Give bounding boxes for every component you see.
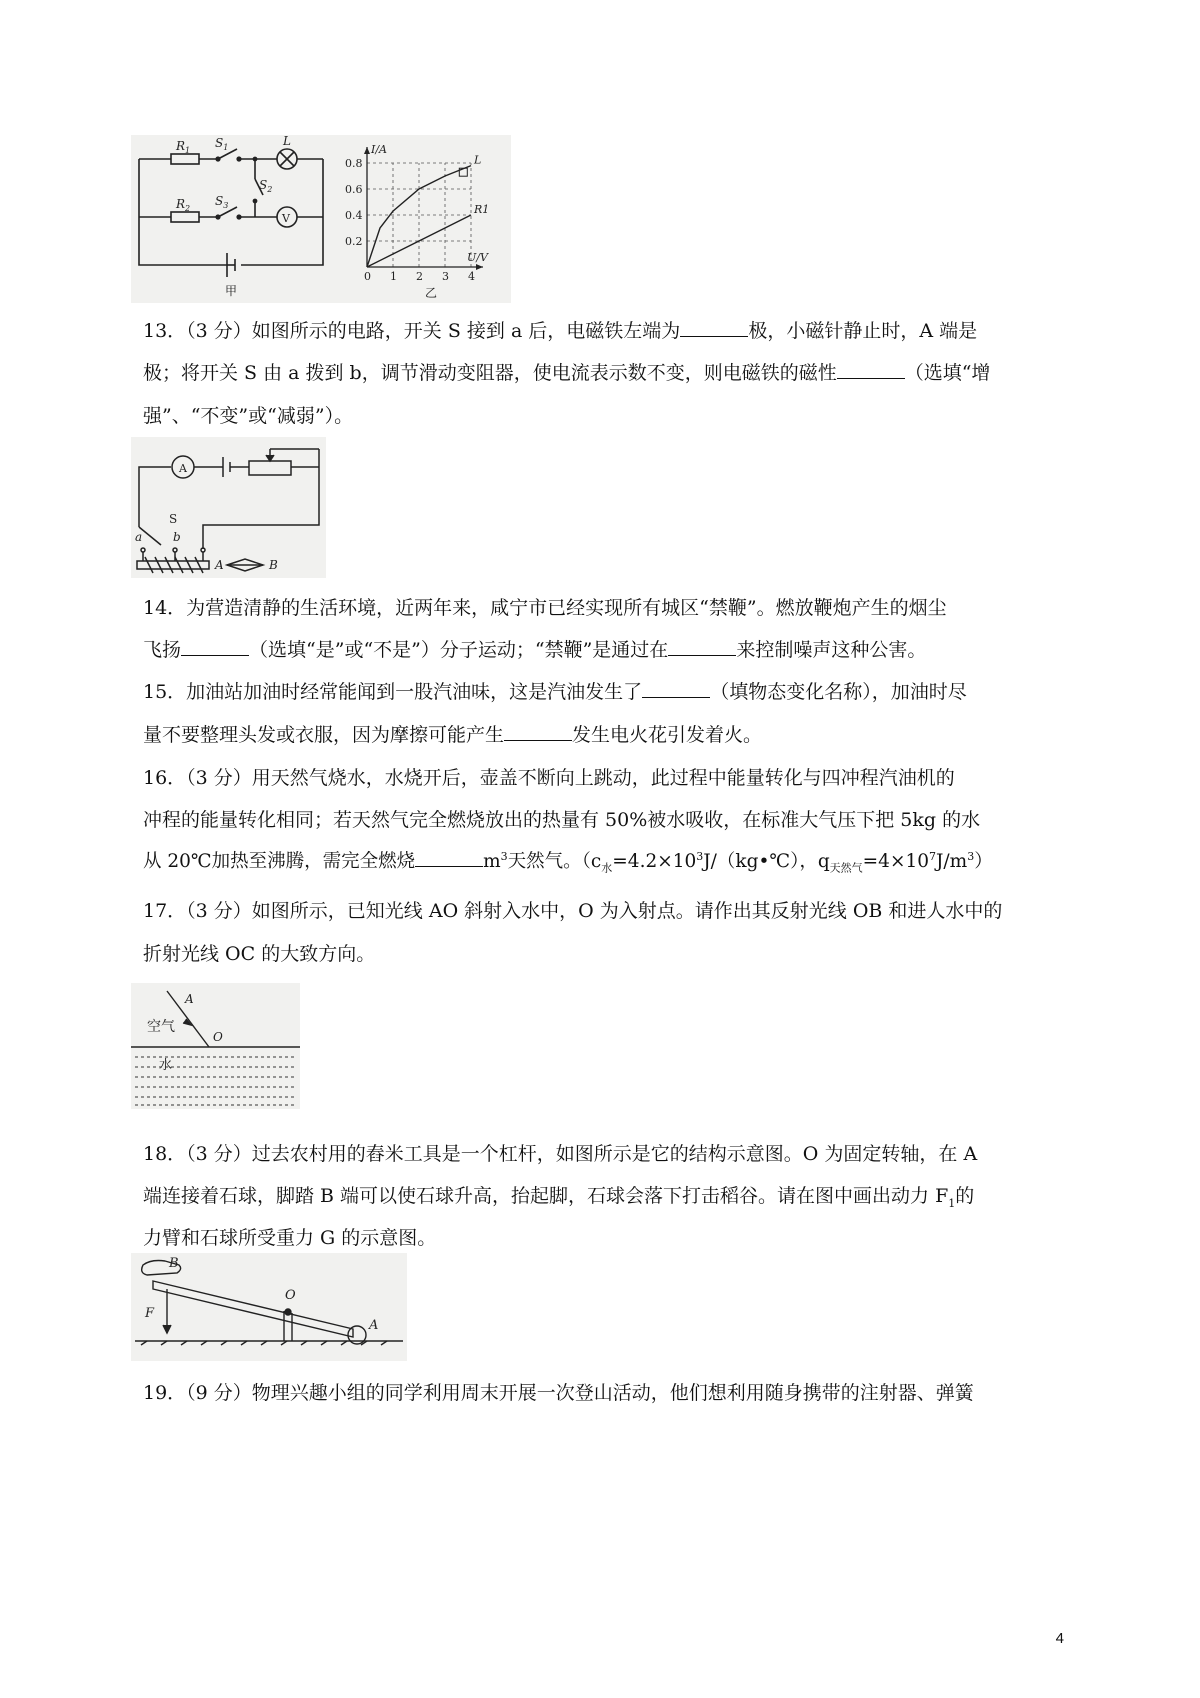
- answer-blank[interactable]: [504, 718, 572, 741]
- question-13-line-2: 极；将开关 S 由 a 拨到 b，调节滑动变阻器，使电流表示数不变，则电磁铁的磁性 （选填“增: [143, 354, 1063, 392]
- y-tick-label: 0.2: [345, 235, 363, 248]
- r1-label: $R_1$: [176, 139, 191, 155]
- contact-b-label: b: [173, 530, 181, 544]
- end-a-label: A: [215, 558, 224, 572]
- question-18-line-1: 18．（3 分）过去农村用的舂米工具是一个杠杆，如图所示是它的结构示意图。O 为固定转轴，在 A: [143, 1143, 978, 1165]
- s1-label: $S_1$: [215, 136, 229, 152]
- question-14-line-1: 14．为营造清静的生活环境，近两年来，咸宁市已经实现所有城区“禁鞭”。燃放鞭炮产生的烟尘: [143, 597, 947, 619]
- x-tick-label: 1: [390, 270, 397, 283]
- answer-blank[interactable]: [181, 633, 249, 656]
- answer-blank[interactable]: [415, 844, 483, 867]
- x-tick-label: 2: [416, 270, 423, 283]
- y-tick-label: 0.4: [345, 209, 363, 222]
- figure-electromagnet: [131, 437, 326, 578]
- x-tick-label: 0: [364, 270, 371, 283]
- question-19-line-1: 19．（9 分）物理兴趣小组的同学利用周末开展一次登山活动，他们想利用随身携带的注射器、弹簧: [143, 1382, 974, 1404]
- x-tick-label: 4: [468, 270, 475, 283]
- series-label-r1: R1: [474, 203, 490, 216]
- point-o-label: O: [285, 1288, 296, 1303]
- question-18-line-2: 端连接着石球，脚踏 B 端可以使石球升高，抬起脚，石球会落下打击稻谷。请在图中画出动力 $F_1$的: [143, 1185, 975, 1210]
- air-label: 空气: [147, 1019, 175, 1035]
- question-14-line-2: 飞扬 （选填“是”或“不是”）分子运动；“禁鞭”是通过在 来控制噪声这种公害。: [143, 631, 1063, 669]
- question-18-line-3: 力臂和石球所受重力 G 的示意图。: [143, 1227, 437, 1249]
- question-15-line-2: 量不要整理头发或衣服，因为摩擦可能产生 发生电火花引发着火。: [143, 716, 1063, 754]
- contact-a-label: a: [135, 530, 143, 544]
- end-b-label: B: [269, 558, 278, 572]
- r2-label: $R_2$: [176, 197, 191, 213]
- figure-refraction: [131, 983, 300, 1109]
- water-label: 水: [159, 1058, 173, 1073]
- x-axis-label: U/V: [467, 251, 488, 264]
- figure-lever: [131, 1253, 407, 1361]
- answer-blank[interactable]: [680, 314, 748, 337]
- iu-chart: [345, 143, 489, 300]
- point-b-label: B: [169, 1256, 179, 1271]
- question-17-line-2: 折射光线 OC 的大致方向。: [143, 943, 376, 965]
- lamp-label: L: [283, 135, 291, 148]
- switch-label: S: [169, 512, 178, 526]
- question-15-line-1: 15．加油站加油时经常能闻到一股汽油味，这是汽油发生了 （填物态变化名称），加油时尽: [143, 673, 1063, 711]
- point-a-label: A: [369, 1318, 379, 1333]
- question-13-line-1: 13．（3 分）如图所示的电路，开关 S 接到 a 后，电磁铁左端为 极，小磁针静止时，A 端是: [143, 312, 1063, 350]
- page-number: 4: [1055, 1630, 1064, 1647]
- caption-right: 乙: [425, 286, 438, 300]
- force-label: F: [145, 1306, 155, 1321]
- y-axis-label: I/A: [371, 143, 387, 156]
- question-16-line-3: 从 20℃加热至沸腾，需完全燃烧 $m^3$天然气。（$c_水=4.2\times 10^3J/(kg•℃)$，$q_{天然气}=4\times 10^7J/m^3$）: [143, 843, 1063, 881]
- y-tick-label: 0.8: [345, 157, 363, 170]
- y-axis-arrow: [364, 147, 370, 154]
- figure-circuit-and-chart: [131, 135, 511, 303]
- answer-blank[interactable]: [837, 356, 905, 379]
- x-tick-label: 3: [442, 270, 449, 283]
- s2-label: $S_2$: [259, 178, 273, 194]
- y-tick-label: 0.6: [345, 183, 363, 196]
- series-label-l: L: [474, 153, 482, 167]
- voltmeter-label: V: [282, 212, 290, 225]
- answer-blank[interactable]: [642, 675, 710, 698]
- question-16-line-1: 16．（3 分）用天然气烧水，水烧开后，壶盖不断向上跳动，此过程中能量转化与四冲程汽油机的: [143, 767, 955, 789]
- question-13-line-3: 强”、“不变”或“减弱”）。: [143, 405, 354, 427]
- question-17-line-1: 17．（3 分）如图所示，已知光线 AO 斜射入水中，O 为入射点。请作出其反射光线 OB 和进人水中的: [143, 900, 1003, 922]
- answer-blank[interactable]: [668, 633, 736, 656]
- point-o-label: O: [213, 1030, 223, 1044]
- s3-label: $S_3$: [215, 194, 229, 210]
- circuit-diagram-svg: [131, 135, 511, 303]
- question-16-line-2: 冲程的能量转化相同；若天然气完全燃烧放出的热量有 50%被水吸收，在标准大气压下把 5kg 的水: [143, 809, 981, 831]
- point-a-label: A: [185, 992, 194, 1006]
- caption-left: 甲: [225, 284, 238, 298]
- ammeter-label: A: [179, 462, 187, 475]
- x-axis-arrow: [476, 264, 483, 270]
